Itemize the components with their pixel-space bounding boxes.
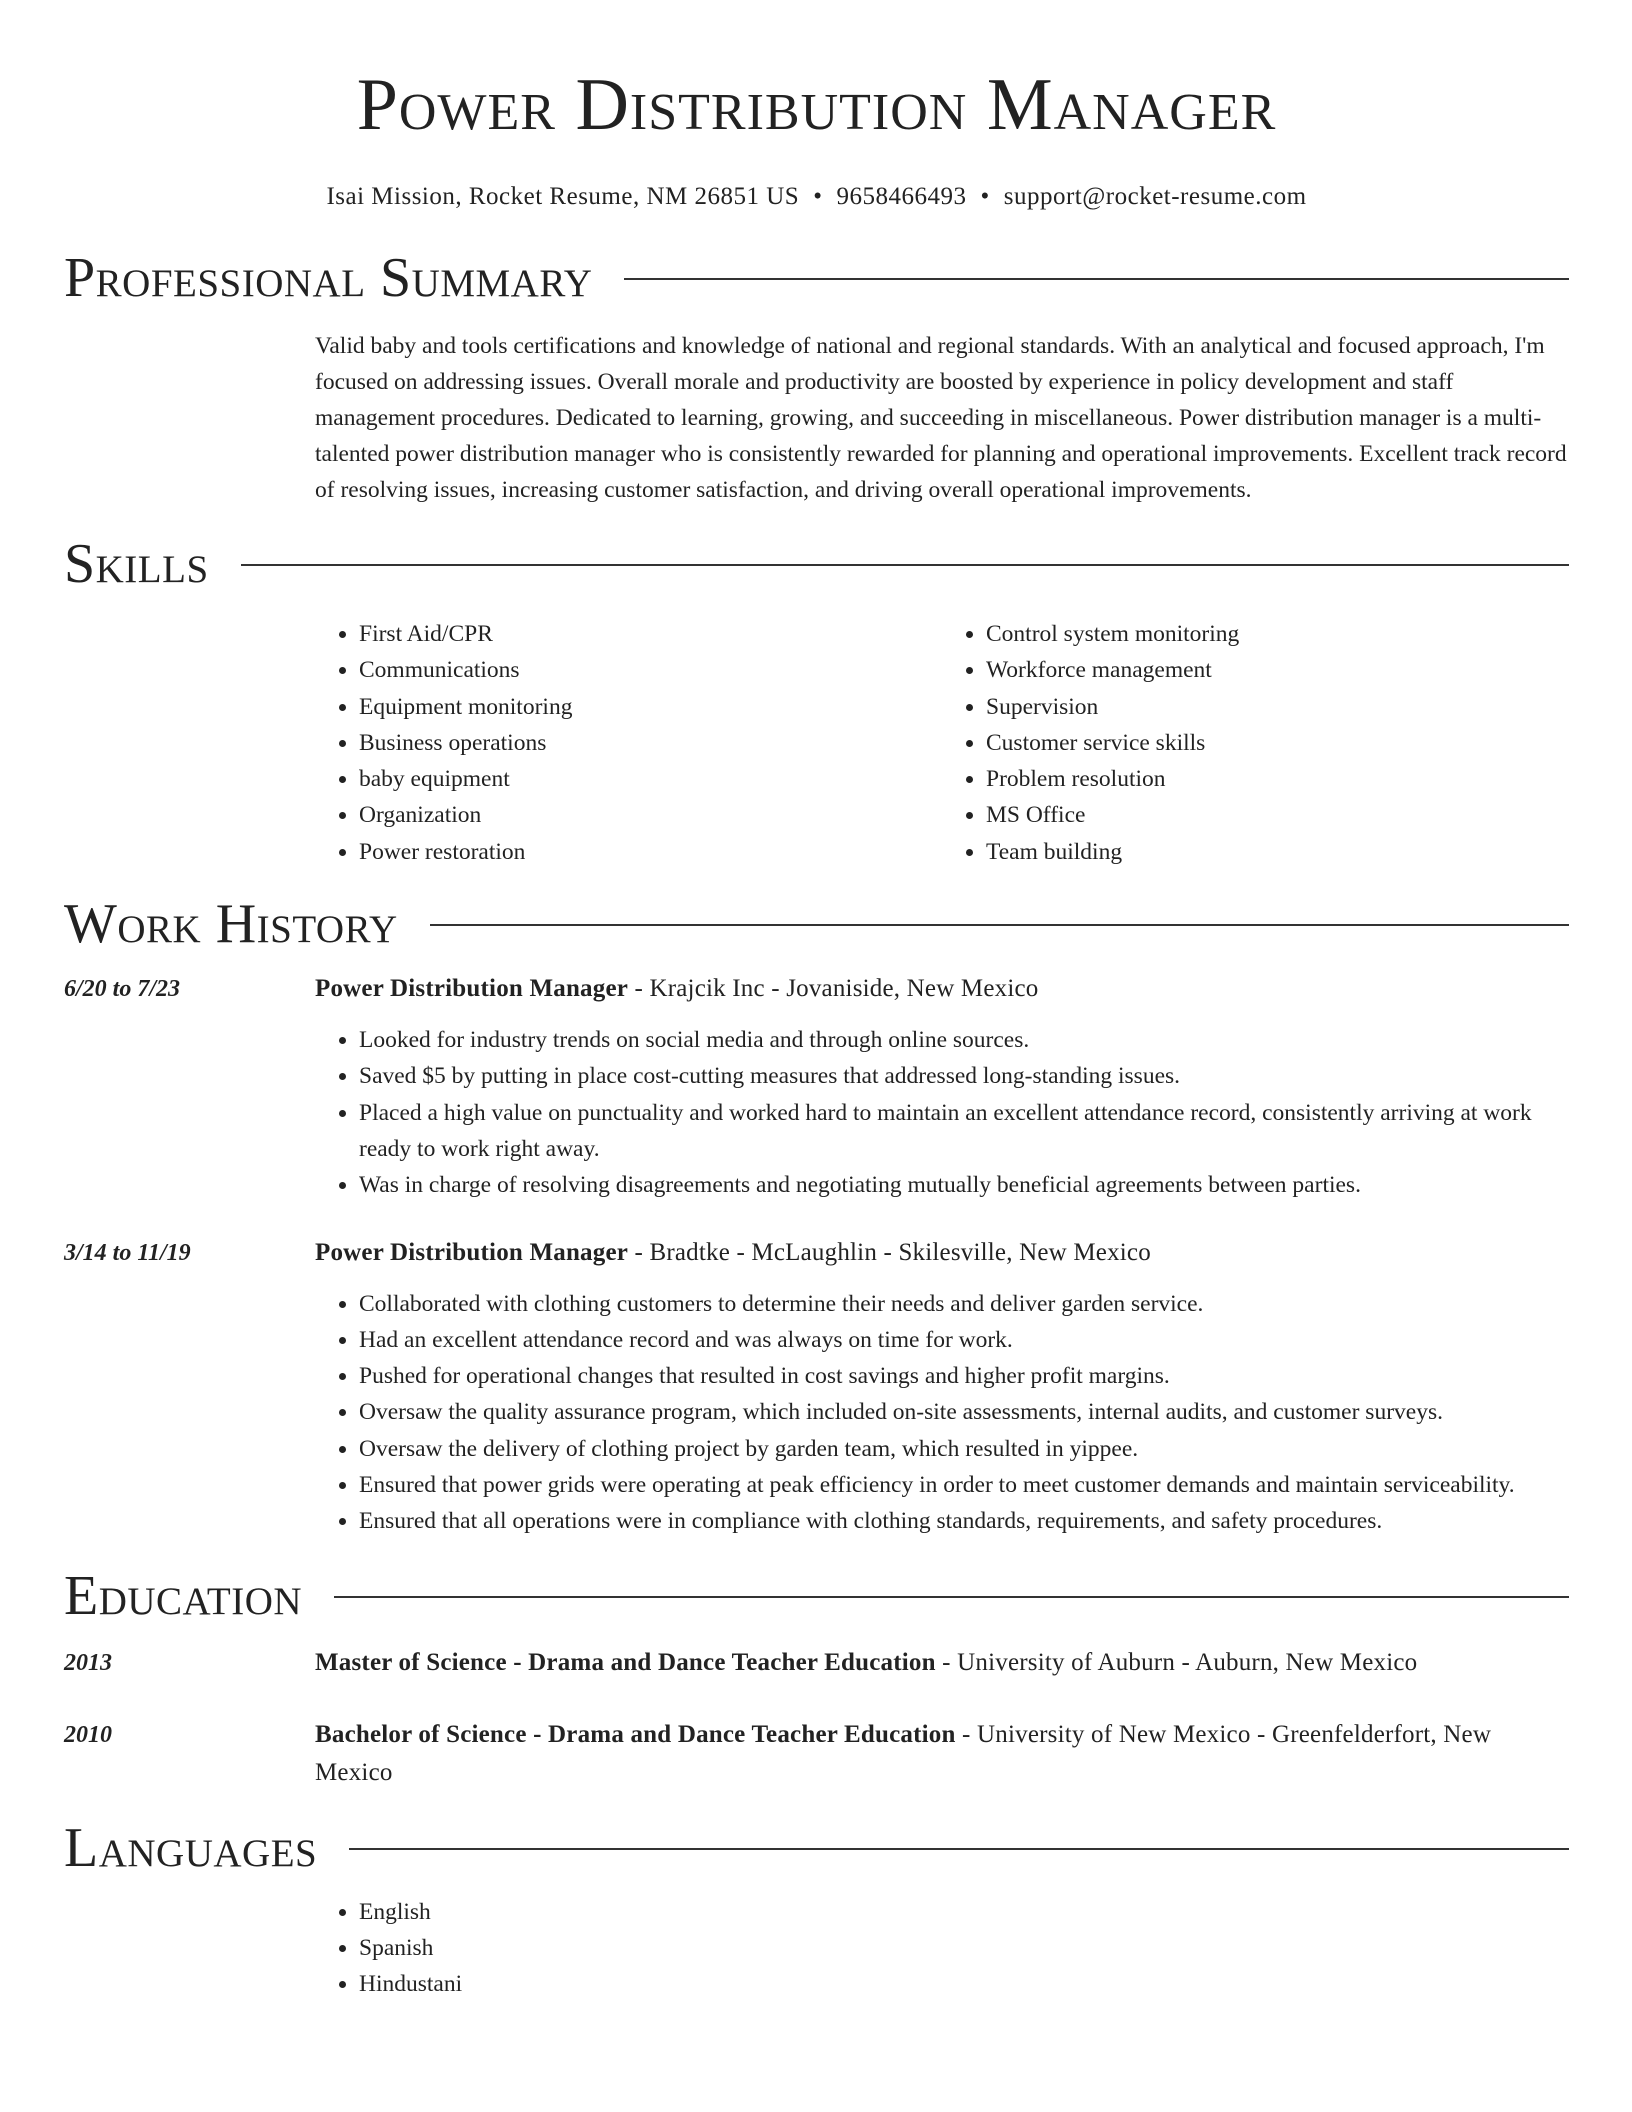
skill-item: • MS Office (986, 797, 1569, 833)
section-title-education: Education (64, 1564, 303, 1627)
summary-body (315, 328, 1569, 508)
skill-item: • baby equipment (359, 761, 942, 797)
languages-body (315, 1894, 1569, 2003)
skill-item: • Supervision (986, 689, 1569, 725)
job-bullet: • Ensured that power grids were operating at peak efficiency in order to meet customer demands and maintain serviceability. (359, 1467, 1569, 1503)
work-entry (64, 1234, 1569, 1540)
work-dates: 3/14 to 11/19 (64, 1239, 191, 1266)
skills-list-right (942, 616, 1569, 870)
job-title: Power Distribution Manager (315, 975, 629, 1003)
education-entry (64, 1716, 1569, 1792)
section-title-languages: Languages (64, 1816, 318, 1879)
job-details: - Krajcik Inc - Jovaniside, New Mexico (628, 975, 1039, 1003)
skills-grid (315, 616, 1569, 870)
education-line (315, 1644, 1569, 1682)
summary-section-header (64, 246, 1569, 310)
skill-item: • Control system monitoring (986, 616, 1569, 652)
education-entry (64, 1644, 1569, 1682)
language-item: • Spanish (359, 1930, 1569, 1966)
education-year: 2010 (64, 1721, 112, 1748)
education-line (315, 1716, 1569, 1792)
section-divider (430, 924, 1569, 926)
resume-name: Power Distribution Manager (356, 64, 1277, 146)
languages-section-header (64, 1816, 1569, 1880)
job-bullets (315, 1286, 1569, 1540)
work-content (315, 1234, 1569, 1540)
skill-item: • Customer service skills (986, 725, 1569, 761)
languages-list (315, 1894, 1569, 2003)
skill-item: • Equipment monitoring (359, 689, 942, 725)
work-entry (64, 970, 1569, 1203)
education-year: 2013 (64, 1649, 112, 1676)
section-divider (334, 1596, 1569, 1598)
job-bullet: • Pushed for operational changes that resulted in cost savings and higher profit margins. (359, 1358, 1569, 1394)
job-bullet: • Was in charge of resolving disagreements and negotiating mutually beneficial agreements between parties. (359, 1167, 1569, 1203)
language-item: • Hindustani (359, 1966, 1569, 2002)
contact-address: Isai Mission, Rocket Resume, NM 26851 US (326, 183, 800, 210)
job-bullet: • Looked for industry trends on social media and through online sources. (359, 1022, 1569, 1058)
work-section-header (64, 892, 1569, 956)
contact-phone: 9658466493 (836, 183, 967, 210)
skill-item: • Organization (359, 797, 942, 833)
job-bullet: • Oversaw the delivery of clothing project by garden team, which resulted in yippee. (359, 1431, 1569, 1467)
school-details: - University of New Mexico - Greenfelderfort, New Mexico (315, 1720, 1492, 1786)
skill-item: • First Aid/CPR (359, 616, 942, 652)
work-title-line (315, 970, 1569, 1008)
contact-email: support@rocket-resume.com (1003, 183, 1307, 210)
work-dates: 6/20 to 7/23 (64, 976, 181, 1003)
job-bullet: • Oversaw the quality assurance program, which included on-site assessments, internal audits, and customer surveys. (359, 1394, 1569, 1430)
degree-name: Master of Science - Drama and Dance Teacher Education (315, 1648, 936, 1676)
skill-item: • Business operations (359, 725, 942, 761)
skill-item: • Workforce management (986, 652, 1569, 688)
job-bullet: • Placed a high value on punctuality and worked hard to maintain an excellent attendance record, consistently arriving at work ready to work right away. (359, 1095, 1569, 1168)
job-bullets (315, 1022, 1569, 1203)
skills-section-header (64, 532, 1569, 596)
skill-item: • Problem resolution (986, 761, 1569, 797)
section-title-work: Work History (64, 893, 398, 956)
skill-item: • Team building (986, 834, 1569, 870)
skill-item: • Power restoration (359, 834, 942, 870)
skills-list-left (315, 616, 942, 870)
language-item: • English (359, 1894, 1569, 1930)
summary-text: Valid baby and tools certifications and knowledge of national and regional standards. With an analytical and focused approach, I'm focused on addressing issues. Overall morale and productivity are boosted by experience in policy development and staff management procedures. Dedicated to learning, growing, and succeeding in miscellaneous. Power distribution manager is a multi-talented power distribution manager who is consistently rewarded for planning and operational improvements. Excellent track record of resolving issues, increasing customer satisfaction, and driving overall operational improvements. (315, 333, 1567, 503)
contact-line (64, 182, 1569, 212)
job-bullet: • Ensured that all operations were in compliance with clothing standards, requirements, and safety procedures. (359, 1503, 1569, 1539)
section-divider (624, 278, 1569, 280)
job-bullet: • Saved $5 by putting in place cost-cutting measures that addressed long-standing issues. (359, 1058, 1569, 1094)
job-title: Power Distribution Manager (315, 1238, 629, 1266)
section-divider (241, 564, 1569, 566)
section-title-summary: Professional Summary (64, 247, 593, 309)
education-section-header (64, 1564, 1569, 1628)
work-content (315, 970, 1569, 1203)
contact-separator: • (980, 183, 990, 210)
degree-name: Bachelor of Science - Drama and Dance Teacher Education (315, 1720, 956, 1748)
section-divider (349, 1848, 1569, 1850)
section-title-skills: Skills (64, 533, 209, 595)
job-details: - Bradtke - McLaughlin - Skilesville, New Mexico (628, 1238, 1151, 1266)
work-title-line (315, 1234, 1569, 1272)
job-bullet: • Collaborated with clothing customers to determine their needs and deliver garden service. (359, 1286, 1569, 1322)
skill-item: • Communications (359, 652, 942, 688)
contact-separator: • (813, 183, 823, 210)
job-bullet: • Had an excellent attendance record and was always on time for work. (359, 1322, 1569, 1358)
school-details: - University of Auburn - Auburn, New Mexico (935, 1648, 1418, 1676)
